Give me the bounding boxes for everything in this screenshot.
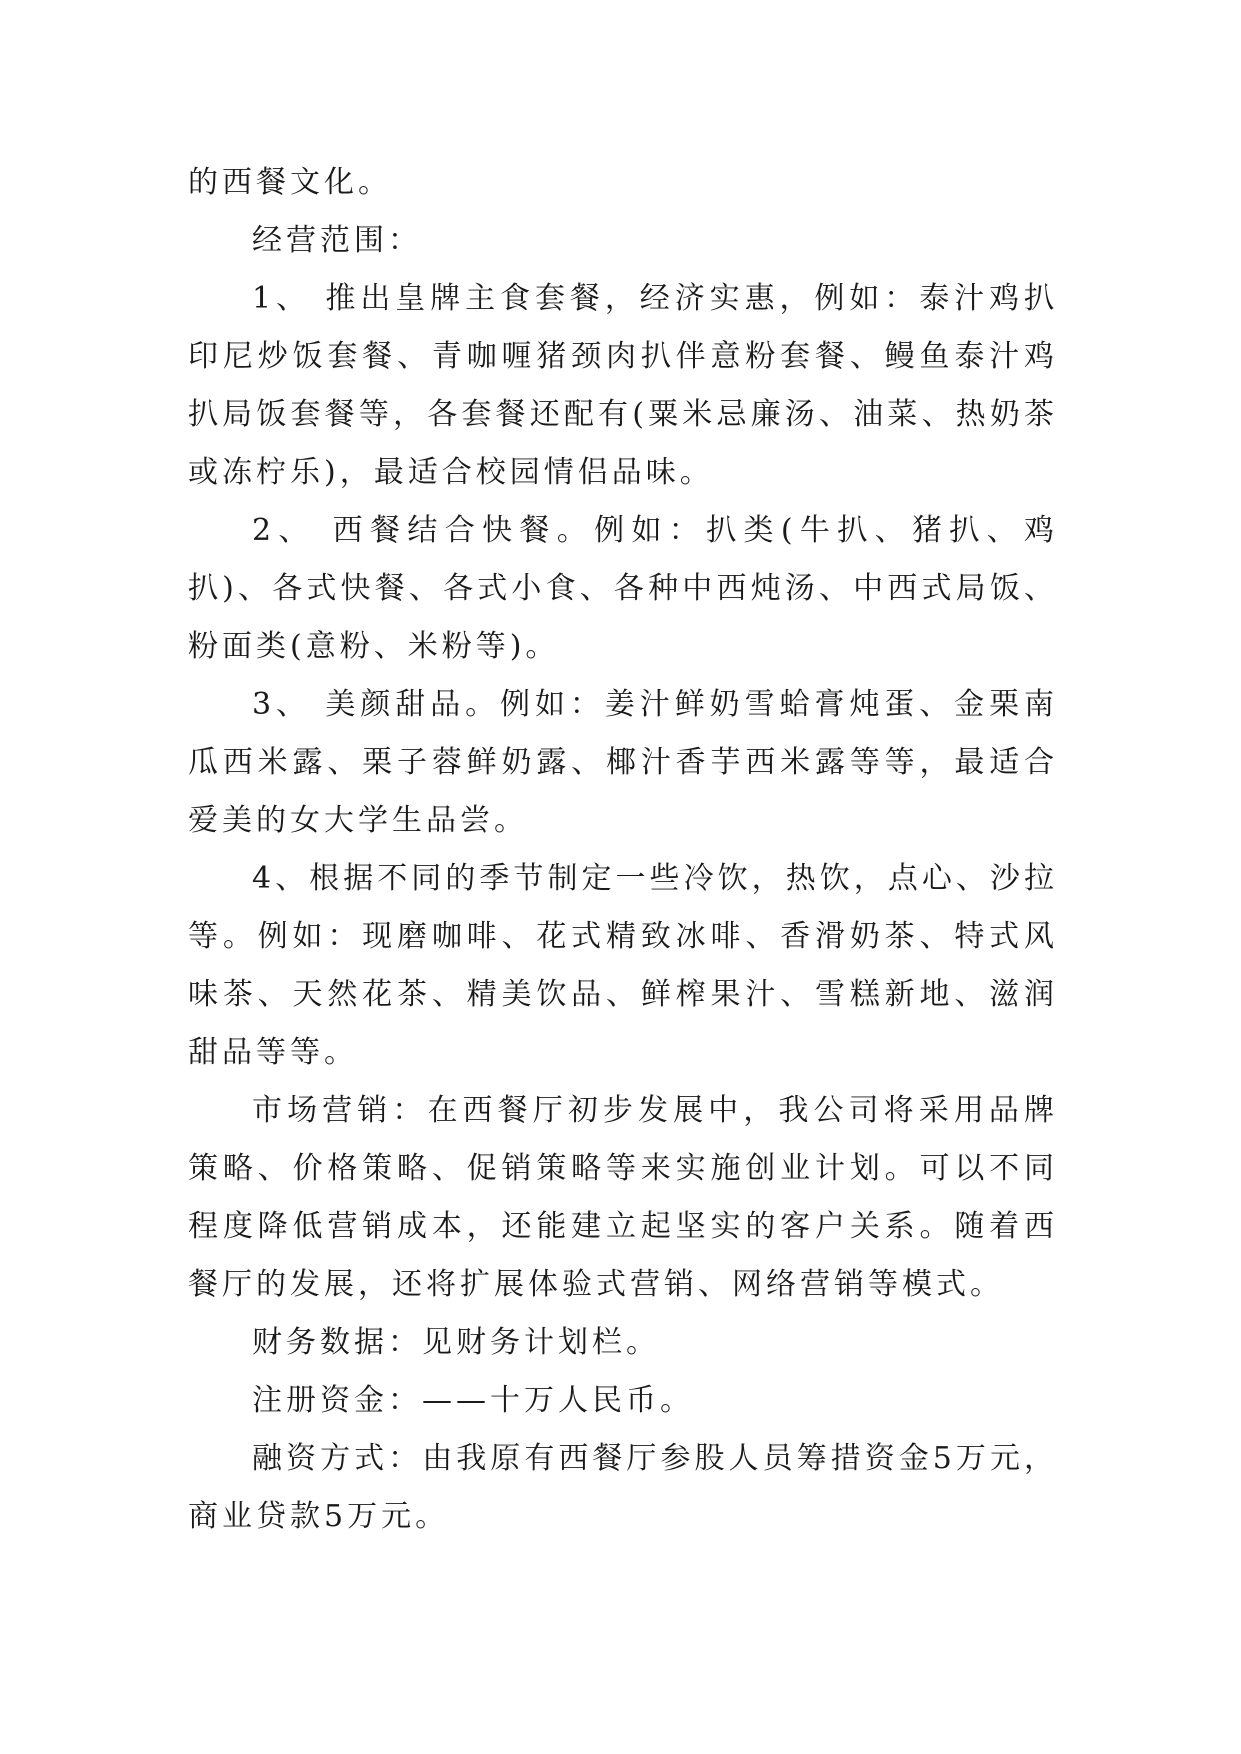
paragraph-item-4: 4、根据不同的季节制定一些冷饮，热饮，点心、沙拉等。例如：现磨咖啡、花式精致冰啡、香滑奶茶、特式风味茶、天然花茶、精美饮品、鲜榨果汁、雪糕新地、滋润甜品等等。 (188, 861, 1058, 1070)
paragraph-business-scope-heading: 经营范围： (252, 223, 422, 258)
paragraph-registered-capital: 注册资金：——十万人民币。 (252, 1383, 694, 1418)
paragraph-financing: 融资方式：由我原有西餐厅参股人员筹措资金5万元，商业贷款5万元。 (188, 1441, 1058, 1534)
document-body (188, 154, 1058, 1546)
paragraph-continuation: 的西餐文化。 (188, 165, 392, 200)
paragraph-item-1: 1、 推出皇牌主食套餐，经济实惠，例如：泰汁鸡扒印尼炒饭套餐、青咖喱猪颈肉扒伴意粉套餐、鳗鱼泰汁鸡扒局饭套餐等，各套餐还配有(粟米忌廉汤、油菜、热奶茶或冻柠乐)，最适合校园情侣品味。 (188, 281, 1058, 490)
paragraph-marketing: 市场营销：在西餐厅初步发展中，我公司将采用品牌策略、价格策略、促销策略等来实施创业计划。可以不同程度降低营销成本，还能建立起坚实的客户关系。随着西餐厅的发展，还将扩展体验式营销、网络营销等模式。 (188, 1093, 1058, 1302)
paragraph-financial-data: 财务数据：见财务计划栏。 (252, 1325, 660, 1360)
paragraph-item-3: 3、 美颜甜品。例如：姜汁鲜奶雪蛤膏炖蛋、金栗南瓜西米露、栗子蓉鲜奶露、椰汁香芋西米露等等，最适合爱美的女大学生品尝。 (188, 687, 1058, 838)
paragraph-item-2: 2、 西餐结合快餐。例如：扒类(牛扒、猪扒、鸡扒)、各式快餐、各式小食、各种中西炖汤、中西式局饭、粉面类(意粉、米粉等)。 (188, 513, 1058, 664)
